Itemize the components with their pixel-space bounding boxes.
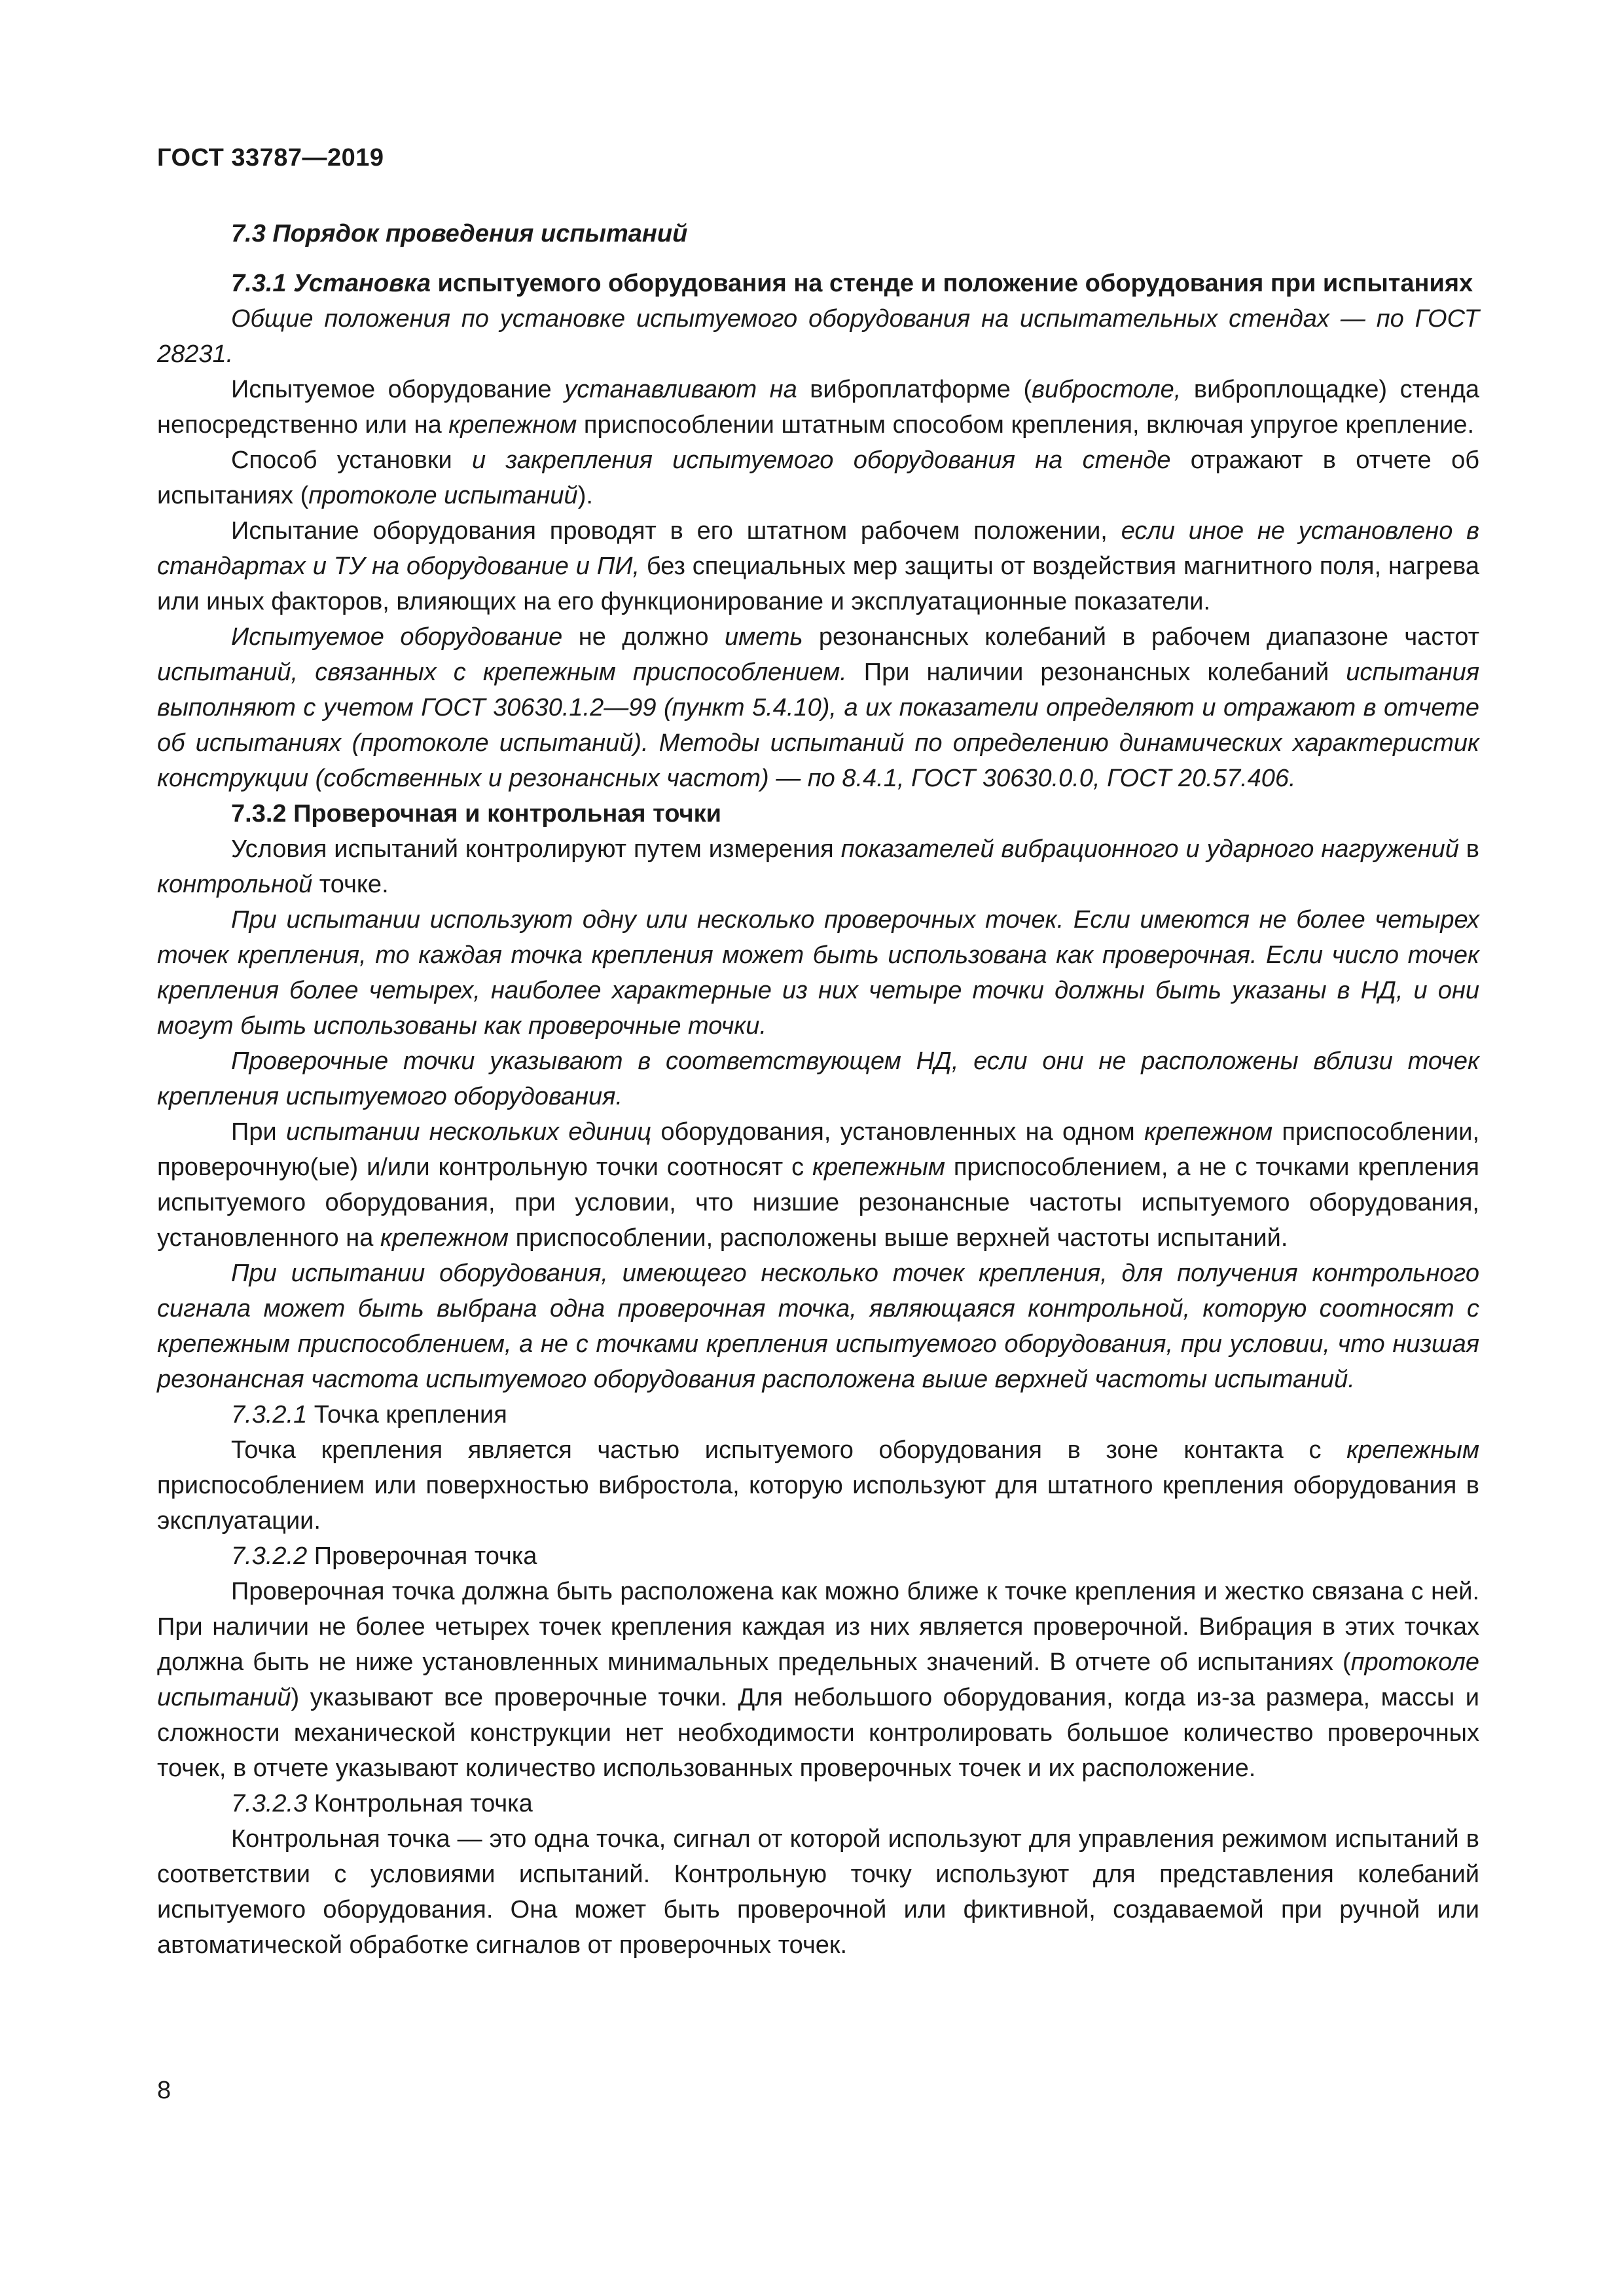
subsection-heading-7-3-2-1 (157, 1397, 1479, 1432)
text-run: 7.3 Порядок проведения испытаний (231, 220, 688, 247)
text-run: приспособлении, расположены выше верхней частоты испытаний. (509, 1224, 1288, 1252)
text-run: контрольной (157, 871, 313, 898)
body-paragraph (157, 1044, 1479, 1114)
text-run: оборудования, установленных на одном (651, 1118, 1145, 1146)
text-run: резонансных колебаний в рабочем диапазоне частот (803, 623, 1479, 651)
text-run: Испытание оборудования проводят в его штатном рабочем положении, (231, 517, 1121, 545)
body-paragraph (157, 1821, 1479, 1963)
text-run: испытании нескольких единиц (285, 1118, 652, 1146)
text-run: При (231, 1118, 286, 1146)
text-run: Условия испытаний контролируют путем измерения (231, 835, 841, 863)
text-run: протоколе испытаний (157, 1649, 1479, 1711)
text-run: 7.3.1 Установка (231, 270, 438, 297)
text-run: ). (577, 482, 593, 509)
text-run: Общие положения по установке испытуемого оборудования на испытательных стендах — по ГОСТ 28231. (157, 305, 1479, 368)
text-run: При наличии резонансных колебаний (846, 659, 1346, 686)
text-run: испытуемого оборудования на стенде и положение оборудования при испытаниях (437, 270, 1473, 297)
text-run: устанавливают на (564, 376, 810, 403)
text-run: испытания выполняют с учетом ГОСТ 30630.1.2—99 (пункт 5.4.10), а их показатели определяют и отражают в отчете об испытаниях (протоколе испытаний). Методы испытаний по определению динамических характеристик конструкции (собственных и резонансных частот) — по 8.4.1, ГОСТ 30630.0.0, ГОСТ 20.57.406. (157, 659, 1480, 792)
section-heading-7-3 (157, 216, 1479, 251)
text-run: 7.3.2.3 (231, 1790, 308, 1817)
body-paragraph (157, 1574, 1479, 1786)
text-run: Проверочная точка (307, 1542, 537, 1570)
subsection-heading-7-3-2-3 (157, 1786, 1479, 1821)
text-run: в (1458, 835, 1479, 863)
text-run: иметь (724, 623, 803, 651)
text-run: 7.3.2.1 (231, 1401, 308, 1429)
text-run: Способ установки (231, 446, 473, 474)
text-run: испытаний, связанных с крепежным приспособлением. (157, 659, 847, 686)
text-run: 7.3.2 Проверочная и контрольная точки (231, 800, 721, 828)
text-run: вибростоле, (1032, 376, 1182, 403)
text-run: показателей вибрационного и ударного нагружений (840, 835, 1459, 863)
text-run: крепежном (448, 411, 577, 439)
text-run: протоколе испытаний (308, 482, 578, 509)
body-paragraph (157, 513, 1479, 619)
text-run: приспособлении, проверочную(ые) и/или контрольную точки соотносят с (157, 1118, 1479, 1181)
text-run: если иное не установлено в стандартах и ТУ на оборудование и ПИ, (157, 517, 1479, 580)
text-run: Проверочная точка должна быть расположена как можно ближе к точке крепления и жестко связана с ней. При наличии не более четырех точек крепления каждая из них является проверочной. Вибрация в этих точках должна быть не ниже установленных минимальных предельных значений. В отчете об испытаниях ( (157, 1578, 1479, 1676)
text-run: отражают в отчете об испытаниях ( (157, 446, 1479, 509)
text-run: крепежном (380, 1224, 509, 1252)
body-paragraph (157, 372, 1479, 443)
body-paragraph (157, 831, 1479, 902)
body-paragraph (157, 902, 1479, 1044)
text-run: приспособлением, а не с точками крепления испытуемого оборудования, при условии, что низшие резонансные частоты испытуемого оборудования, установленного на (157, 1154, 1479, 1252)
text-run: 7.3.2.2 (231, 1542, 308, 1570)
body-paragraph (157, 301, 1479, 372)
text-run: Контрольная точка (307, 1790, 533, 1817)
document-body (157, 216, 1479, 1963)
text-run: Точка крепления (307, 1401, 507, 1429)
body-paragraph (157, 619, 1479, 796)
text-run: не должно (562, 623, 725, 651)
subsection-heading-7-3-2-2 (157, 1539, 1479, 1574)
body-paragraph (157, 443, 1479, 513)
text-run: Испытуемое оборудование (231, 623, 563, 651)
text-run: виброплощадке) стенда непосредственно или на (157, 376, 1479, 439)
text-run: крепежным (1346, 1436, 1479, 1464)
text-run: без специальных мер защиты от воздействия магнитного поля, нагрева или иных факторов, влияющих на его функционирование и эксплуатационные показатели. (157, 553, 1479, 615)
text-run: виброплатформе ( (810, 376, 1032, 403)
section-heading-7-3-1 (157, 266, 1479, 301)
text-run: Точка крепления является частью испытуемого оборудования в зоне контакта с (231, 1436, 1347, 1464)
text-run: приспособлением или поверхностью вибростола, которую используют для штатного крепления оборудования в эксплуатации. (157, 1472, 1479, 1535)
text-run: При испытании используют одну или несколько проверочных точек. Если имеются не более четырех точек крепления, то каждая точка крепления может быть использована как проверочная. Если число точек крепления более четырех, наиболее характерные из них четыре точки должны быть указаны в НД, и они могут быть использованы как проверочные точки. (157, 906, 1479, 1040)
text-run: Проверочные точки указывают в соответствующем НД, если они не расположены вблизи точек крепления испытуемого оборудования. (157, 1048, 1479, 1110)
text-run: приспособлении штатным способом крепления, включая упругое крепление. (577, 411, 1475, 439)
document-code-header: ГОСТ 33787—2019 (157, 144, 384, 172)
text-run: и закрепления испытуемого оборудования на стенде (472, 446, 1171, 474)
body-paragraph (157, 1114, 1479, 1256)
spacer (157, 251, 1479, 266)
text-run: При испытании оборудования, имеющего несколько точек крепления, для получения контрольного сигнала может быть выбрана одна проверочная точка, являющаяся контрольной, которую соотносят с крепежным приспособлением, а не с точками крепления испытуемого оборудования, при условии, что низшая резонансная частота испытуемого оборудования расположена выше верхней частоты испытаний. (157, 1260, 1479, 1393)
text-run: точке. (312, 871, 389, 898)
text-run: ) указывают все проверочные точки. Для небольшого оборудования, когда из-за размера, массы и сложности механической конструкции нет необходимости контролировать большое количество проверочных точек, в отчете указывают количество использованных проверочных точек и их расположение. (157, 1684, 1479, 1782)
text-run: крепежным (812, 1154, 945, 1181)
section-heading-7-3-2 (157, 796, 1479, 831)
body-paragraph (157, 1256, 1479, 1397)
text-run: Испытуемое оборудование (231, 376, 565, 403)
page-number: 8 (157, 2077, 171, 2104)
body-paragraph (157, 1432, 1479, 1539)
text-run: крепежном (1144, 1118, 1273, 1146)
text-run: Контрольная точка — это одна точка, сигнал от которой используют для управления режимом испытаний в соответствии с условиями испытаний. Контрольную точку используют для представления колебаний испытуемого оборудования. Она может быть проверочной или фиктивной, создаваемой при ручной или автоматической обработке сигналов от проверочных точек. (157, 1825, 1479, 1959)
